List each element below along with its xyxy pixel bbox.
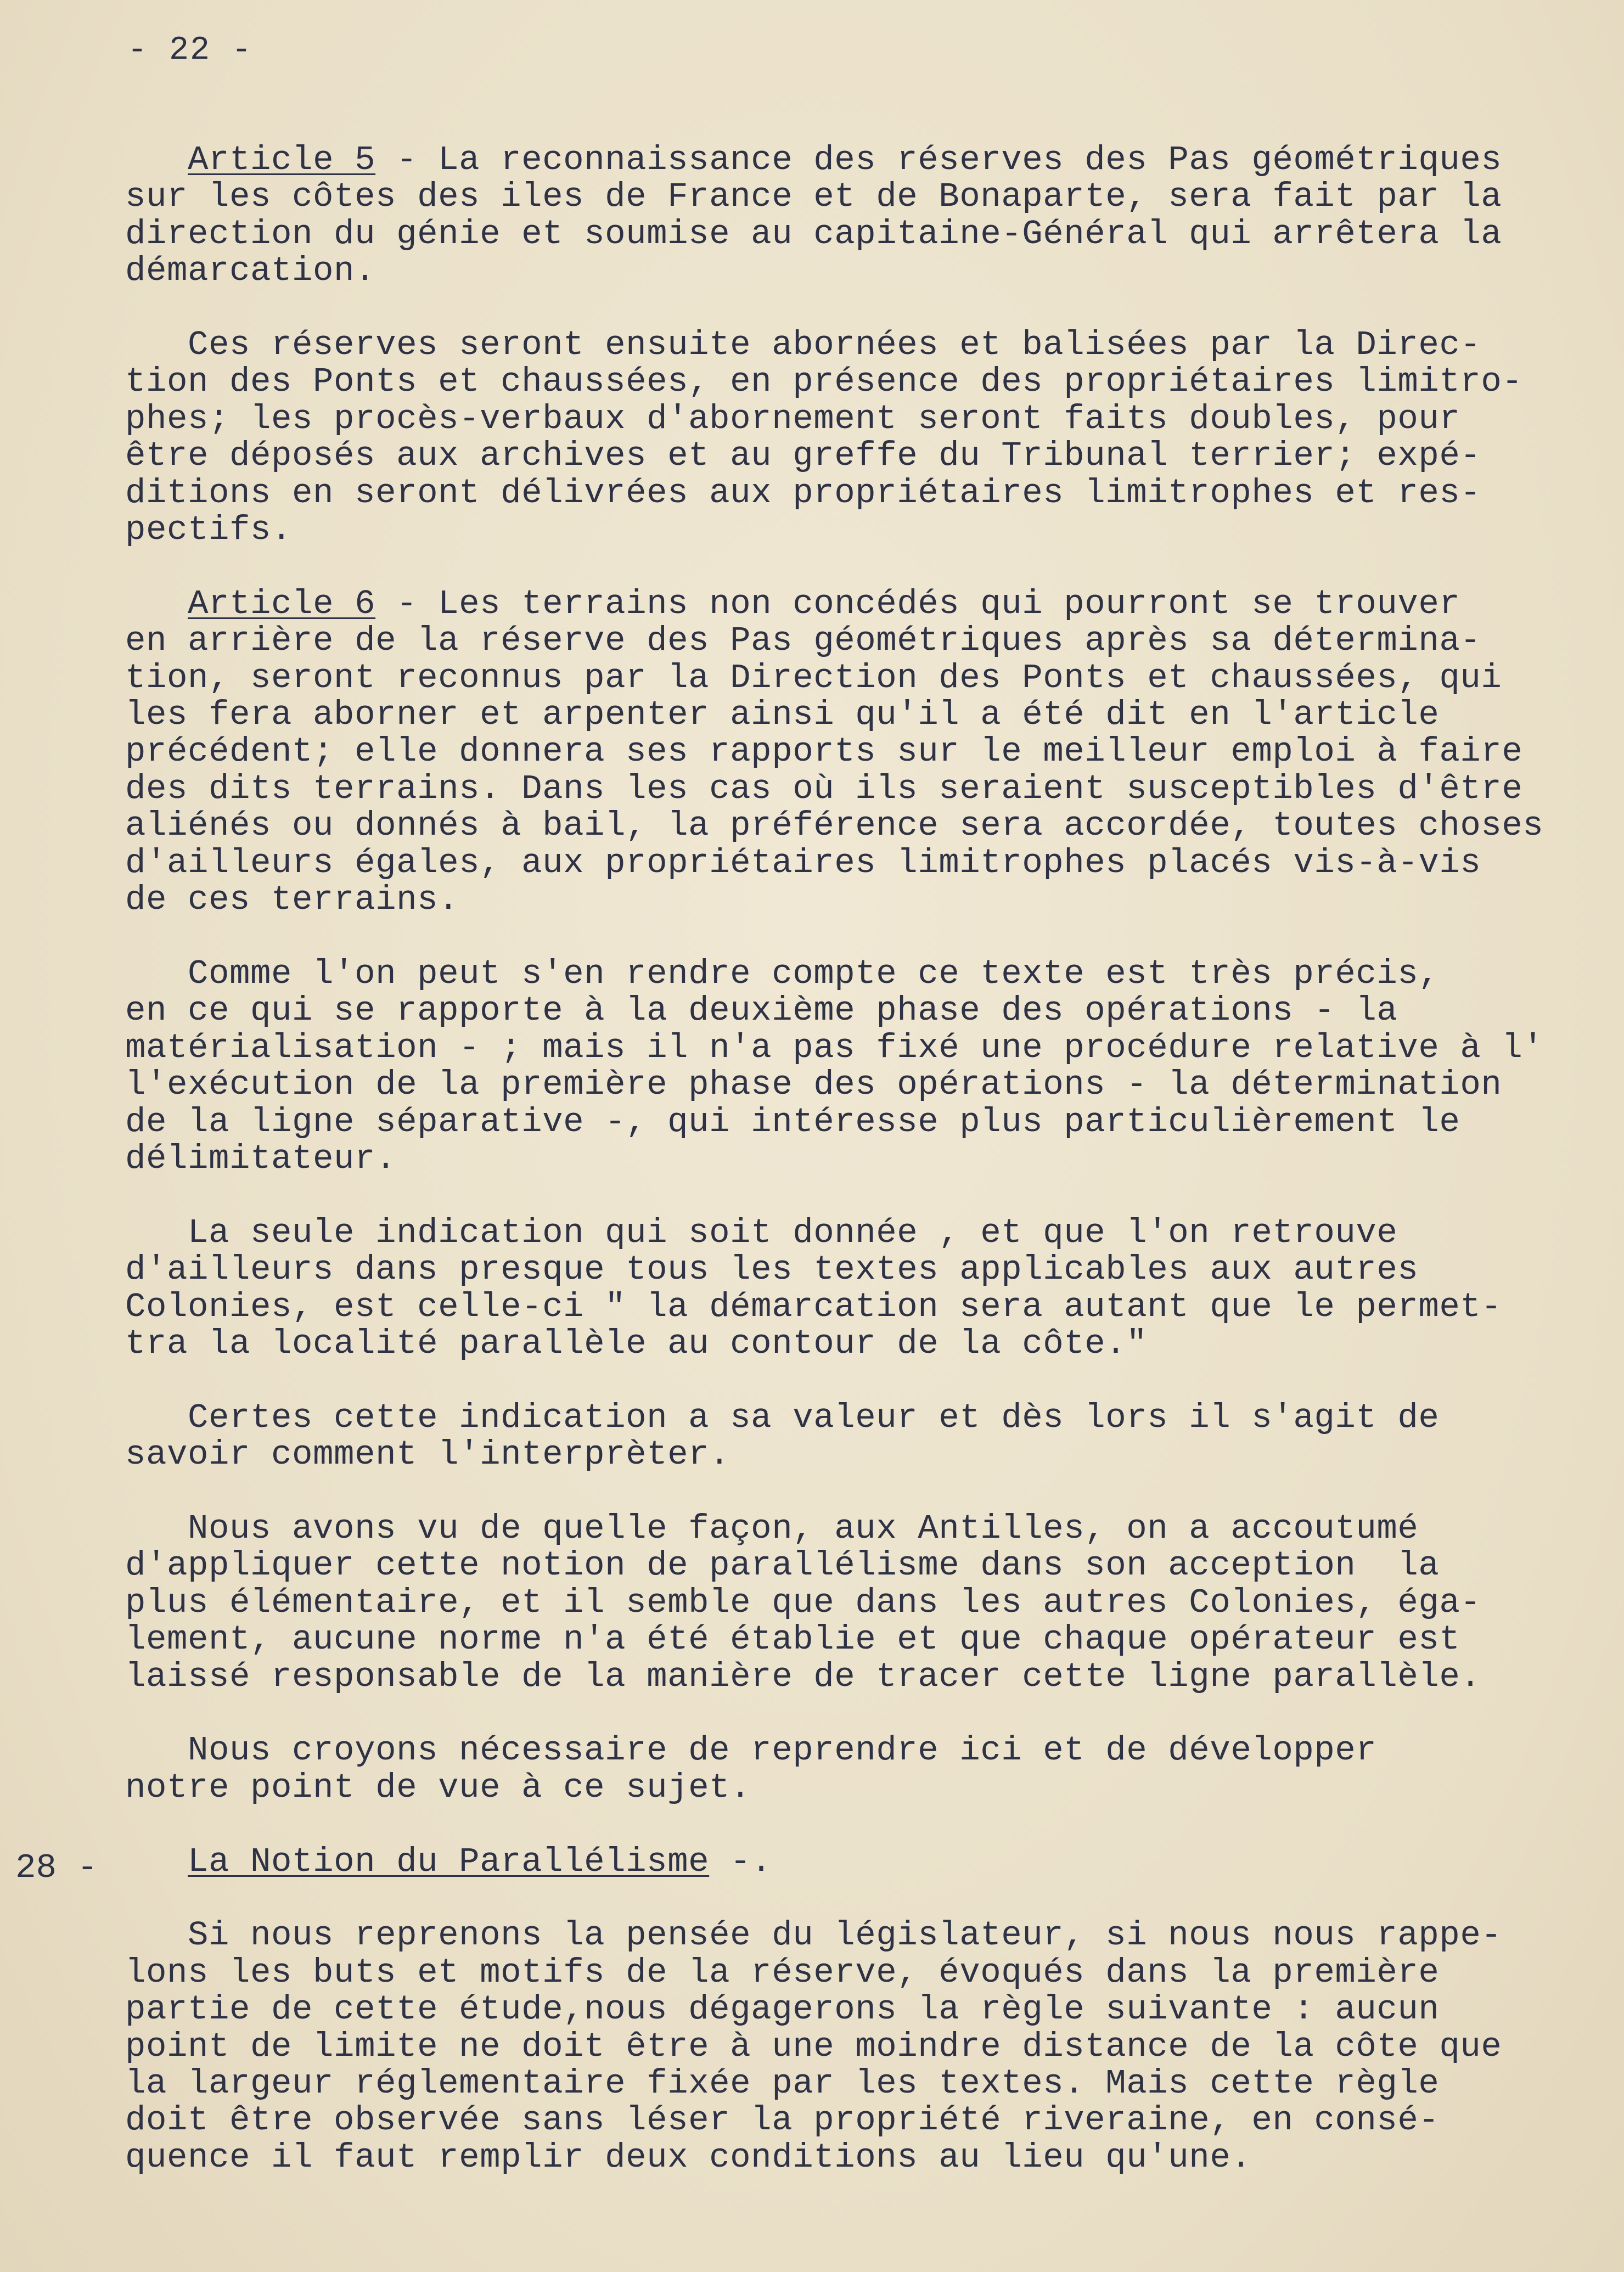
section-title (125, 1843, 1607, 1880)
text-line: pectifs. (125, 510, 293, 550)
text-line: d'ailleurs égales, aux propriétaires limitrophes placés vis-à-vis (125, 843, 1481, 882)
text-line: être déposés aux archives et au greffe du Tribunal terrier; expé- (125, 436, 1481, 476)
text-line: des dits terrains. Dans les cas où ils seraient susceptibles d'être (125, 769, 1523, 808)
article-6-heading: Article 6 (188, 584, 376, 623)
text-line: savoir comment l'interprèter. (125, 1435, 730, 1475)
section-title-indent (125, 1842, 188, 1881)
article-5-heading: Article 5 (188, 140, 376, 179)
text-line: partie de cette étude,nous dégagerons la règle suivante : aucun (125, 1990, 1440, 2029)
section-heading-suffix: -. (709, 1842, 772, 1881)
page-number: - 22 - (127, 32, 253, 69)
text-line: lons les buts et motifs de la réserve, évoqués dans la première (125, 1953, 1440, 1992)
comme-paragraph (125, 955, 1607, 1177)
text-line: matérialisation - ; mais il n'a pas fixé une procédure relative à l' (125, 1028, 1544, 1067)
text-line: - La reconnaissance des réserves des Pas géométriques (375, 140, 1502, 179)
article-5-first-line (125, 142, 1607, 178)
text-line: plus élémentaire, et il semble que dans les autres Colonies, éga- (125, 1583, 1481, 1622)
text-line: Certes cette indication a sa valeur et dès lors il s'agit de (125, 1398, 1440, 1437)
article-5-paragraph (125, 142, 1607, 290)
section-title-line (125, 1843, 1607, 1880)
nous-avons-paragraph (125, 1510, 1607, 1695)
margin-section-number: 28 - (15, 1848, 98, 1887)
text-line: Comme l'on peut s'en rendre compte ce texte est très précis, (125, 954, 1440, 993)
nous-croyons-paragraph (125, 1732, 1607, 1806)
text-line: notre point de vue à ce sujet. (125, 1768, 751, 1807)
text-line: direction du génie et soumise au capitaine-Général qui arrêtera la (125, 214, 1502, 254)
text-line: phes; les procès-verbaux d'abornement seront faits doubles, pour (125, 399, 1460, 438)
text-line: d'ailleurs dans presque tous les textes applicables aux autres (125, 1250, 1419, 1290)
text-line: doit être observée sans léser la propriété riveraine, en consé- (125, 2101, 1440, 2140)
text-line: de ces terrains. (125, 880, 459, 920)
text-line: quence il faut remplir deux conditions au lieu qu'une. (125, 2138, 1252, 2177)
seule-indication-paragraph (125, 1214, 1607, 1363)
text-line: précédent; elle donnera ses rapports sur le meilleur emploi à faire (125, 732, 1523, 772)
article-6-first-line (125, 586, 1607, 622)
text-line: Ces réserves seront ensuite abornées et balisées par la Direc- (125, 325, 1481, 365)
text-line: l'exécution de la première phase des opérations - la détermination (125, 1065, 1502, 1105)
reserves-paragraph (125, 327, 1607, 548)
document-body (125, 142, 1607, 2213)
text-line: délimitateur. (125, 1139, 397, 1178)
si-nous-paragraph (125, 1917, 1607, 2176)
article-6-paragraph (125, 586, 1607, 919)
text-line: la largeur réglementaire fixée par les textes. Mais cette règle (125, 2063, 1440, 2103)
section-heading: La Notion du Parallélisme (188, 1842, 710, 1881)
text-line: - Les terrains non concédés qui pourront se trouver (375, 584, 1460, 623)
text-line: point de limite ne doit être à une moindre distance de la côte que (125, 2027, 1502, 2066)
text-line: ditions en seront délivrées aux propriétaires limitrophes et res- (125, 473, 1481, 513)
text-line: lement, aucune norme n'a été établie et que chaque opérateur est (125, 1620, 1460, 1660)
text-line: de la ligne séparative -, qui intéresse plus particulièrement le (125, 1102, 1460, 1141)
text-line: tion, seront reconnus par la Direction des Ponts et chaussées, qui (125, 658, 1502, 698)
text-line: aliénés ou donnés à bail, la préférence sera accordée, toutes choses (125, 806, 1544, 846)
text-line: d'appliquer cette notion de parallélisme dans son acception la (125, 1546, 1440, 1585)
text-line: Nous avons vu de quelle façon, aux Antilles, on a accoutumé (125, 1509, 1419, 1548)
text-line: les fera aborner et arpenter ainsi qu'il a été dit en l'article (125, 695, 1440, 735)
text-line: démarcation. (125, 251, 376, 291)
text-line: tra la localité parallèle au contour de la côte." (125, 1324, 1148, 1363)
text-line: laissé responsable de la manière de tracer cette ligne parallèle. (125, 1657, 1481, 1696)
text-line: en arrière de la réserve des Pas géométriques après sa détermina- (125, 621, 1481, 661)
text-line: Si nous reprenons la pensée du législateur, si nous nous rappe- (125, 1916, 1502, 1955)
text-line: sur les côtes des iles de France et de Bonaparte, sera fait par la (125, 177, 1502, 217)
text-line: Nous croyons nécessaire de reprendre ici et de développer (125, 1731, 1377, 1770)
certes-paragraph (125, 1399, 1607, 1474)
text-line: tion des Ponts et chaussées, en présence des propriétaires limitro- (125, 362, 1523, 402)
text-line: La seule indication qui soit donnée , et que l'on retrouve (125, 1213, 1398, 1252)
text-line: en ce qui se rapporte à la deuxième phase des opérations - la (125, 991, 1398, 1031)
text-line: Colonies, est celle-ci " la démarcation sera autant que le permet- (125, 1287, 1502, 1326)
